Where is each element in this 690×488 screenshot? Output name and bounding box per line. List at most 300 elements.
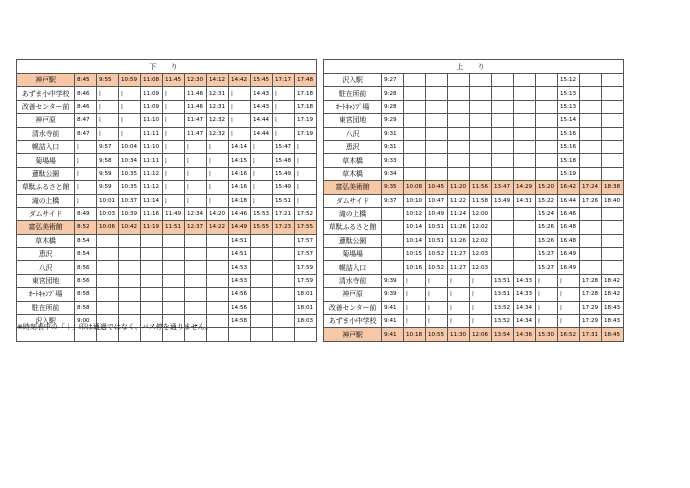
down-time-cell: 15:51 [273, 194, 295, 207]
down-stop-name: ｵｰﾄｷｬﾝﾌﾟ場 [17, 288, 75, 301]
up-time-cell: 11:56 [470, 181, 492, 194]
down-time-cell: | [295, 181, 317, 194]
down-time-cell: 10:42 [119, 221, 141, 234]
up-time-cell: 16:48 [558, 221, 580, 234]
down-time-cell [141, 274, 163, 287]
up-time-cell [580, 100, 602, 113]
up-time-cell: 11:58 [470, 194, 492, 207]
up-time-cell [514, 100, 536, 113]
down-time-cell: 9:57 [97, 140, 119, 153]
down-time-cell: 10:37 [119, 194, 141, 207]
down-time-cell [97, 248, 119, 261]
up-time-cell: | [426, 274, 448, 287]
down-time-cell: | [295, 194, 317, 207]
down-time-cell: 15:47 [273, 140, 295, 153]
up-stop-name: ダムサイド [324, 194, 382, 207]
up-time-cell: 9:33 [382, 154, 404, 167]
gap [317, 328, 324, 341]
down-time-cell: | [185, 140, 207, 153]
down-time-cell: 17:18 [295, 100, 317, 113]
up-time-cell [448, 167, 470, 180]
up-time-cell: 16:52 [558, 328, 580, 341]
down-time-cell: | [273, 100, 295, 113]
up-time-cell: 10:49 [426, 207, 448, 220]
down-time-cell [251, 328, 273, 341]
up-time-cell [470, 140, 492, 153]
down-time-cell [163, 234, 185, 247]
up-stop-name: 沢入駅 [324, 74, 382, 87]
up-time-cell: 10:55 [426, 328, 448, 341]
down-time-cell: 18:03 [295, 315, 317, 328]
up-stop-name: 清水寺前 [324, 274, 382, 287]
up-time-cell: 9:41 [382, 301, 404, 314]
down-time-cell [119, 261, 141, 274]
down-time-cell [119, 248, 141, 261]
down-time-cell: 14:51 [229, 248, 251, 261]
up-time-cell [514, 234, 536, 247]
up-time-cell: 15:14 [558, 114, 580, 127]
up-time-cell [448, 87, 470, 100]
up-time-cell [514, 221, 536, 234]
down-time-cell: 17:18 [295, 87, 317, 100]
up-time-cell [470, 154, 492, 167]
up-time-cell [536, 127, 558, 140]
down-time-cell [163, 248, 185, 261]
down-time-cell: | [207, 194, 229, 207]
up-time-cell [536, 74, 558, 87]
down-stop-name: 富弘美術館 [17, 221, 75, 234]
down-time-cell [251, 315, 273, 328]
down-time-cell: | [163, 140, 185, 153]
down-time-cell: 11:09 [141, 100, 163, 113]
up-time-cell [448, 74, 470, 87]
up-time-cell: | [536, 288, 558, 301]
down-time-cell: 14:16 [229, 181, 251, 194]
down-time-cell: 8:47 [75, 127, 97, 140]
down-time-cell: | [163, 127, 185, 140]
up-time-cell [602, 207, 624, 220]
down-time-cell: | [229, 100, 251, 113]
up-time-cell [470, 167, 492, 180]
up-time-cell [404, 154, 426, 167]
timetable-row [17, 261, 624, 274]
down-time-cell: 14:14 [229, 140, 251, 153]
timetable-row [17, 301, 624, 314]
down-time-cell: | [163, 181, 185, 194]
up-time-cell: 18:42 [602, 274, 624, 287]
down-time-cell: | [97, 100, 119, 113]
up-time-cell [536, 140, 558, 153]
down-time-cell: 15:45 [251, 74, 273, 87]
down-stop-name: 神戸原 [17, 114, 75, 127]
down-time-cell: 11:08 [141, 74, 163, 87]
up-time-cell [404, 167, 426, 180]
down-time-cell [97, 301, 119, 314]
down-time-cell: | [75, 167, 97, 180]
up-time-cell [602, 154, 624, 167]
up-time-cell [470, 127, 492, 140]
down-time-cell [163, 301, 185, 314]
up-time-cell [514, 167, 536, 180]
up-time-cell [426, 87, 448, 100]
down-time-cell: | [97, 127, 119, 140]
up-time-cell: 11:27 [448, 261, 470, 274]
down-stop-name: 神戸駅 [17, 74, 75, 87]
down-time-cell: | [185, 181, 207, 194]
down-time-cell [207, 301, 229, 314]
timetable-row [17, 248, 624, 261]
down-time-cell: | [119, 127, 141, 140]
down-time-cell: 8:54 [75, 234, 97, 247]
down-time-cell: | [295, 154, 317, 167]
down-time-cell [185, 274, 207, 287]
up-time-cell: 16:49 [558, 248, 580, 261]
down-time-cell: | [207, 167, 229, 180]
down-time-cell: 11:09 [141, 87, 163, 100]
up-time-cell: 10:18 [404, 328, 426, 341]
down-time-cell: | [185, 167, 207, 180]
up-time-cell: 18:38 [602, 181, 624, 194]
up-stop-name: 駐在所前 [324, 87, 382, 100]
up-time-cell: 15:27 [536, 261, 558, 274]
up-time-cell [382, 221, 404, 234]
down-time-cell: 15:48 [273, 154, 295, 167]
down-time-cell: 14:22 [207, 221, 229, 234]
up-stop-name: 滝の上橋 [324, 207, 382, 220]
timetable-row [17, 181, 624, 194]
up-time-cell: 15:22 [536, 194, 558, 207]
timetable-row [17, 194, 624, 207]
down-time-cell: | [97, 87, 119, 100]
down-time-cell: | [185, 194, 207, 207]
up-time-cell: 12:03 [470, 261, 492, 274]
up-time-cell: 16:44 [558, 194, 580, 207]
up-time-cell: 10:15 [404, 248, 426, 261]
down-time-cell [207, 261, 229, 274]
gap [317, 301, 324, 314]
down-time-cell: 12:31 [207, 87, 229, 100]
up-time-cell [492, 140, 514, 153]
down-time-cell: 8:45 [75, 74, 97, 87]
up-time-cell: 9:28 [382, 100, 404, 113]
up-time-cell [580, 140, 602, 153]
up-time-cell: 10:14 [404, 234, 426, 247]
timetable-row [17, 274, 624, 287]
gap [317, 261, 324, 274]
up-time-cell [470, 114, 492, 127]
down-time-cell [97, 234, 119, 247]
down-stop-name: 蓮駄公園 [17, 167, 75, 180]
down-time-cell: | [229, 127, 251, 140]
down-time-cell: 8:49 [75, 207, 97, 220]
down-time-cell: | [251, 194, 273, 207]
down-time-cell: 17:19 [295, 127, 317, 140]
gap [317, 154, 324, 167]
down-time-cell: 12:32 [207, 127, 229, 140]
down-time-cell [273, 301, 295, 314]
up-time-cell [404, 87, 426, 100]
down-time-cell [185, 234, 207, 247]
down-time-cell [207, 248, 229, 261]
up-time-cell: | [426, 301, 448, 314]
up-time-cell: 14:34 [514, 301, 536, 314]
down-time-cell: | [251, 181, 273, 194]
down-time-cell: 14:49 [229, 221, 251, 234]
up-time-cell [536, 154, 558, 167]
up-stop-name: 東宮団地 [324, 114, 382, 127]
down-time-cell: 11:10 [141, 114, 163, 127]
up-time-cell [602, 248, 624, 261]
down-time-cell: 11:47 [185, 127, 207, 140]
down-time-cell: 10:01 [97, 194, 119, 207]
up-time-cell: 9:41 [382, 315, 404, 328]
down-time-cell [273, 288, 295, 301]
gap [317, 221, 324, 234]
down-time-cell: 14:56 [229, 288, 251, 301]
timetable [16, 59, 624, 342]
up-time-cell [426, 140, 448, 153]
down-time-cell: 14:12 [207, 74, 229, 87]
gap [317, 315, 324, 328]
down-time-cell: | [75, 181, 97, 194]
down-time-cell: 11:47 [185, 114, 207, 127]
down-time-cell: 17:52 [295, 207, 317, 220]
up-time-cell: 15:27 [536, 248, 558, 261]
up-time-cell: 11:22 [448, 194, 470, 207]
up-time-cell: | [470, 288, 492, 301]
up-time-cell: 9:34 [382, 167, 404, 180]
up-stop-name: ｵｰﾄｷｬﾝﾌﾟ場 [324, 100, 382, 113]
down-stop-name: 滝の上橋 [17, 194, 75, 207]
down-time-cell: 8:47 [75, 114, 97, 127]
down-stop-name: 沢入駅 [17, 315, 75, 328]
up-time-cell: 18:40 [602, 194, 624, 207]
down-time-cell: 14:42 [229, 74, 251, 87]
up-time-cell: | [558, 301, 580, 314]
up-time-cell: 13:51 [492, 288, 514, 301]
gap [317, 60, 324, 74]
down-time-cell: | [75, 154, 97, 167]
down-stop-name: ダムサイド [17, 207, 75, 220]
up-time-cell: 17:31 [580, 328, 602, 341]
down-time-cell: 12:34 [185, 207, 207, 220]
up-stop-name: 恵沢 [324, 140, 382, 153]
down-time-cell: 17:21 [273, 207, 295, 220]
down-time-cell: 15:49 [273, 167, 295, 180]
down-time-cell: | [229, 114, 251, 127]
up-time-cell: 13:54 [492, 328, 514, 341]
timetable-row [17, 221, 624, 234]
down-time-cell: 10:06 [97, 221, 119, 234]
down-time-cell: 12:31 [207, 100, 229, 113]
timetable-row [17, 207, 624, 220]
up-time-cell [580, 74, 602, 87]
down-time-cell: | [273, 114, 295, 127]
up-time-cell: 10:14 [404, 221, 426, 234]
up-time-cell: | [404, 315, 426, 328]
down-time-cell [141, 248, 163, 261]
gap [317, 248, 324, 261]
down-time-cell [273, 328, 295, 341]
up-time-cell: | [448, 301, 470, 314]
up-stop-name: 幌詰入口 [324, 261, 382, 274]
down-time-cell [141, 234, 163, 247]
up-time-cell: 11:26 [448, 221, 470, 234]
up-time-cell: 18:45 [602, 328, 624, 341]
gap [317, 194, 324, 207]
timetable-row [17, 154, 624, 167]
up-time-cell [426, 74, 448, 87]
up-time-cell: | [404, 288, 426, 301]
down-time-cell [207, 274, 229, 287]
down-time-cell [273, 248, 295, 261]
up-time-cell: 15:13 [558, 87, 580, 100]
down-stop-name: 草木橋 [17, 234, 75, 247]
down-time-cell: 10:35 [119, 181, 141, 194]
down-time-cell [185, 301, 207, 314]
up-time-cell: 15:16 [558, 127, 580, 140]
up-time-cell: 14:34 [514, 315, 536, 328]
timetable-row [17, 288, 624, 301]
up-time-cell [404, 74, 426, 87]
up-stop-name: 神戸駅 [324, 328, 382, 341]
down-time-cell: 11:12 [141, 167, 163, 180]
up-time-cell: | [536, 315, 558, 328]
up-time-cell [602, 167, 624, 180]
up-time-cell: 10:16 [404, 261, 426, 274]
down-time-cell [251, 301, 273, 314]
timetable-row [17, 234, 624, 247]
down-time-cell: 9:58 [97, 154, 119, 167]
up-time-cell [580, 261, 602, 274]
down-time-cell: 18:01 [295, 288, 317, 301]
up-header: 上 り [324, 60, 624, 74]
up-time-cell: 15:18 [558, 154, 580, 167]
down-time-cell: 15:55 [251, 221, 273, 234]
down-stop-name: 駐在所前 [17, 301, 75, 314]
timetable-row [17, 140, 624, 153]
up-time-cell [536, 87, 558, 100]
timetable-row [17, 114, 624, 127]
up-time-cell: 10:10 [404, 194, 426, 207]
down-time-cell: 8:58 [75, 301, 97, 314]
up-time-cell: 9:39 [382, 274, 404, 287]
up-time-cell [492, 167, 514, 180]
down-stop-name: あずま小中学校 [17, 87, 75, 100]
up-time-cell: 14:33 [514, 288, 536, 301]
down-time-cell [119, 274, 141, 287]
down-time-cell: 17:57 [295, 248, 317, 261]
gap [317, 288, 324, 301]
up-time-cell: | [404, 301, 426, 314]
down-time-cell: 11:10 [141, 140, 163, 153]
up-time-cell [514, 261, 536, 274]
up-time-cell [492, 114, 514, 127]
down-time-cell: | [119, 114, 141, 127]
down-time-cell: | [163, 154, 185, 167]
up-time-cell [536, 100, 558, 113]
down-time-cell: | [75, 194, 97, 207]
up-time-cell [514, 207, 536, 220]
up-time-cell: 9:41 [382, 328, 404, 341]
gap [317, 274, 324, 287]
up-time-cell: 10:52 [426, 261, 448, 274]
down-time-cell: | [119, 100, 141, 113]
up-time-cell [492, 100, 514, 113]
up-time-cell [602, 100, 624, 113]
up-time-cell [470, 100, 492, 113]
up-stop-name: 神戸原 [324, 288, 382, 301]
up-time-cell: 17:28 [580, 288, 602, 301]
up-time-cell: 18:42 [602, 288, 624, 301]
up-time-cell [426, 100, 448, 113]
down-time-cell: | [185, 154, 207, 167]
gap [317, 167, 324, 180]
down-stop-name: 草駄ふるさと館 [17, 181, 75, 194]
up-time-cell: 14:36 [514, 328, 536, 341]
up-time-cell: | [470, 301, 492, 314]
up-time-cell: | [404, 274, 426, 287]
down-time-cell: 9:00 [75, 315, 97, 328]
up-time-cell: 16:46 [558, 207, 580, 220]
down-time-cell [163, 261, 185, 274]
timetable-row [17, 127, 624, 140]
down-time-cell: 11:51 [163, 221, 185, 234]
up-time-cell: 10:52 [426, 248, 448, 261]
up-time-cell [514, 74, 536, 87]
up-time-cell: 14:33 [514, 274, 536, 287]
down-time-cell: 15:53 [251, 207, 273, 220]
down-time-cell [273, 315, 295, 328]
up-time-cell: 14:29 [514, 181, 536, 194]
up-time-cell [580, 154, 602, 167]
down-time-cell [251, 261, 273, 274]
down-time-cell: 10:03 [97, 207, 119, 220]
down-time-cell: | [207, 140, 229, 153]
gap [317, 87, 324, 100]
up-time-cell [602, 114, 624, 127]
down-time-cell: | [97, 114, 119, 127]
down-time-cell [185, 248, 207, 261]
down-time-cell [295, 328, 317, 341]
up-time-cell [448, 140, 470, 153]
up-time-cell: 17:26 [580, 194, 602, 207]
timetable-row [17, 87, 624, 100]
down-time-cell: | [295, 140, 317, 153]
down-time-cell: | [119, 87, 141, 100]
down-time-cell: 10:04 [119, 140, 141, 153]
up-time-cell [492, 261, 514, 274]
up-time-cell: 17:24 [580, 181, 602, 194]
up-time-cell [426, 154, 448, 167]
down-time-cell: | [251, 167, 273, 180]
up-time-cell [382, 261, 404, 274]
gap [317, 127, 324, 140]
down-time-cell [163, 274, 185, 287]
up-time-cell: 16:42 [558, 181, 580, 194]
up-time-cell: 17:29 [580, 301, 602, 314]
down-time-cell: 14:53 [229, 261, 251, 274]
up-time-cell: 17:28 [580, 274, 602, 287]
down-time-cell: 14:46 [229, 207, 251, 220]
up-time-cell [404, 140, 426, 153]
down-time-cell: 17:23 [273, 221, 295, 234]
up-stop-name: 改善センター前 [324, 301, 382, 314]
up-time-cell: 10:08 [404, 181, 426, 194]
up-time-cell [426, 127, 448, 140]
down-time-cell: | [251, 140, 273, 153]
up-time-cell [470, 74, 492, 87]
